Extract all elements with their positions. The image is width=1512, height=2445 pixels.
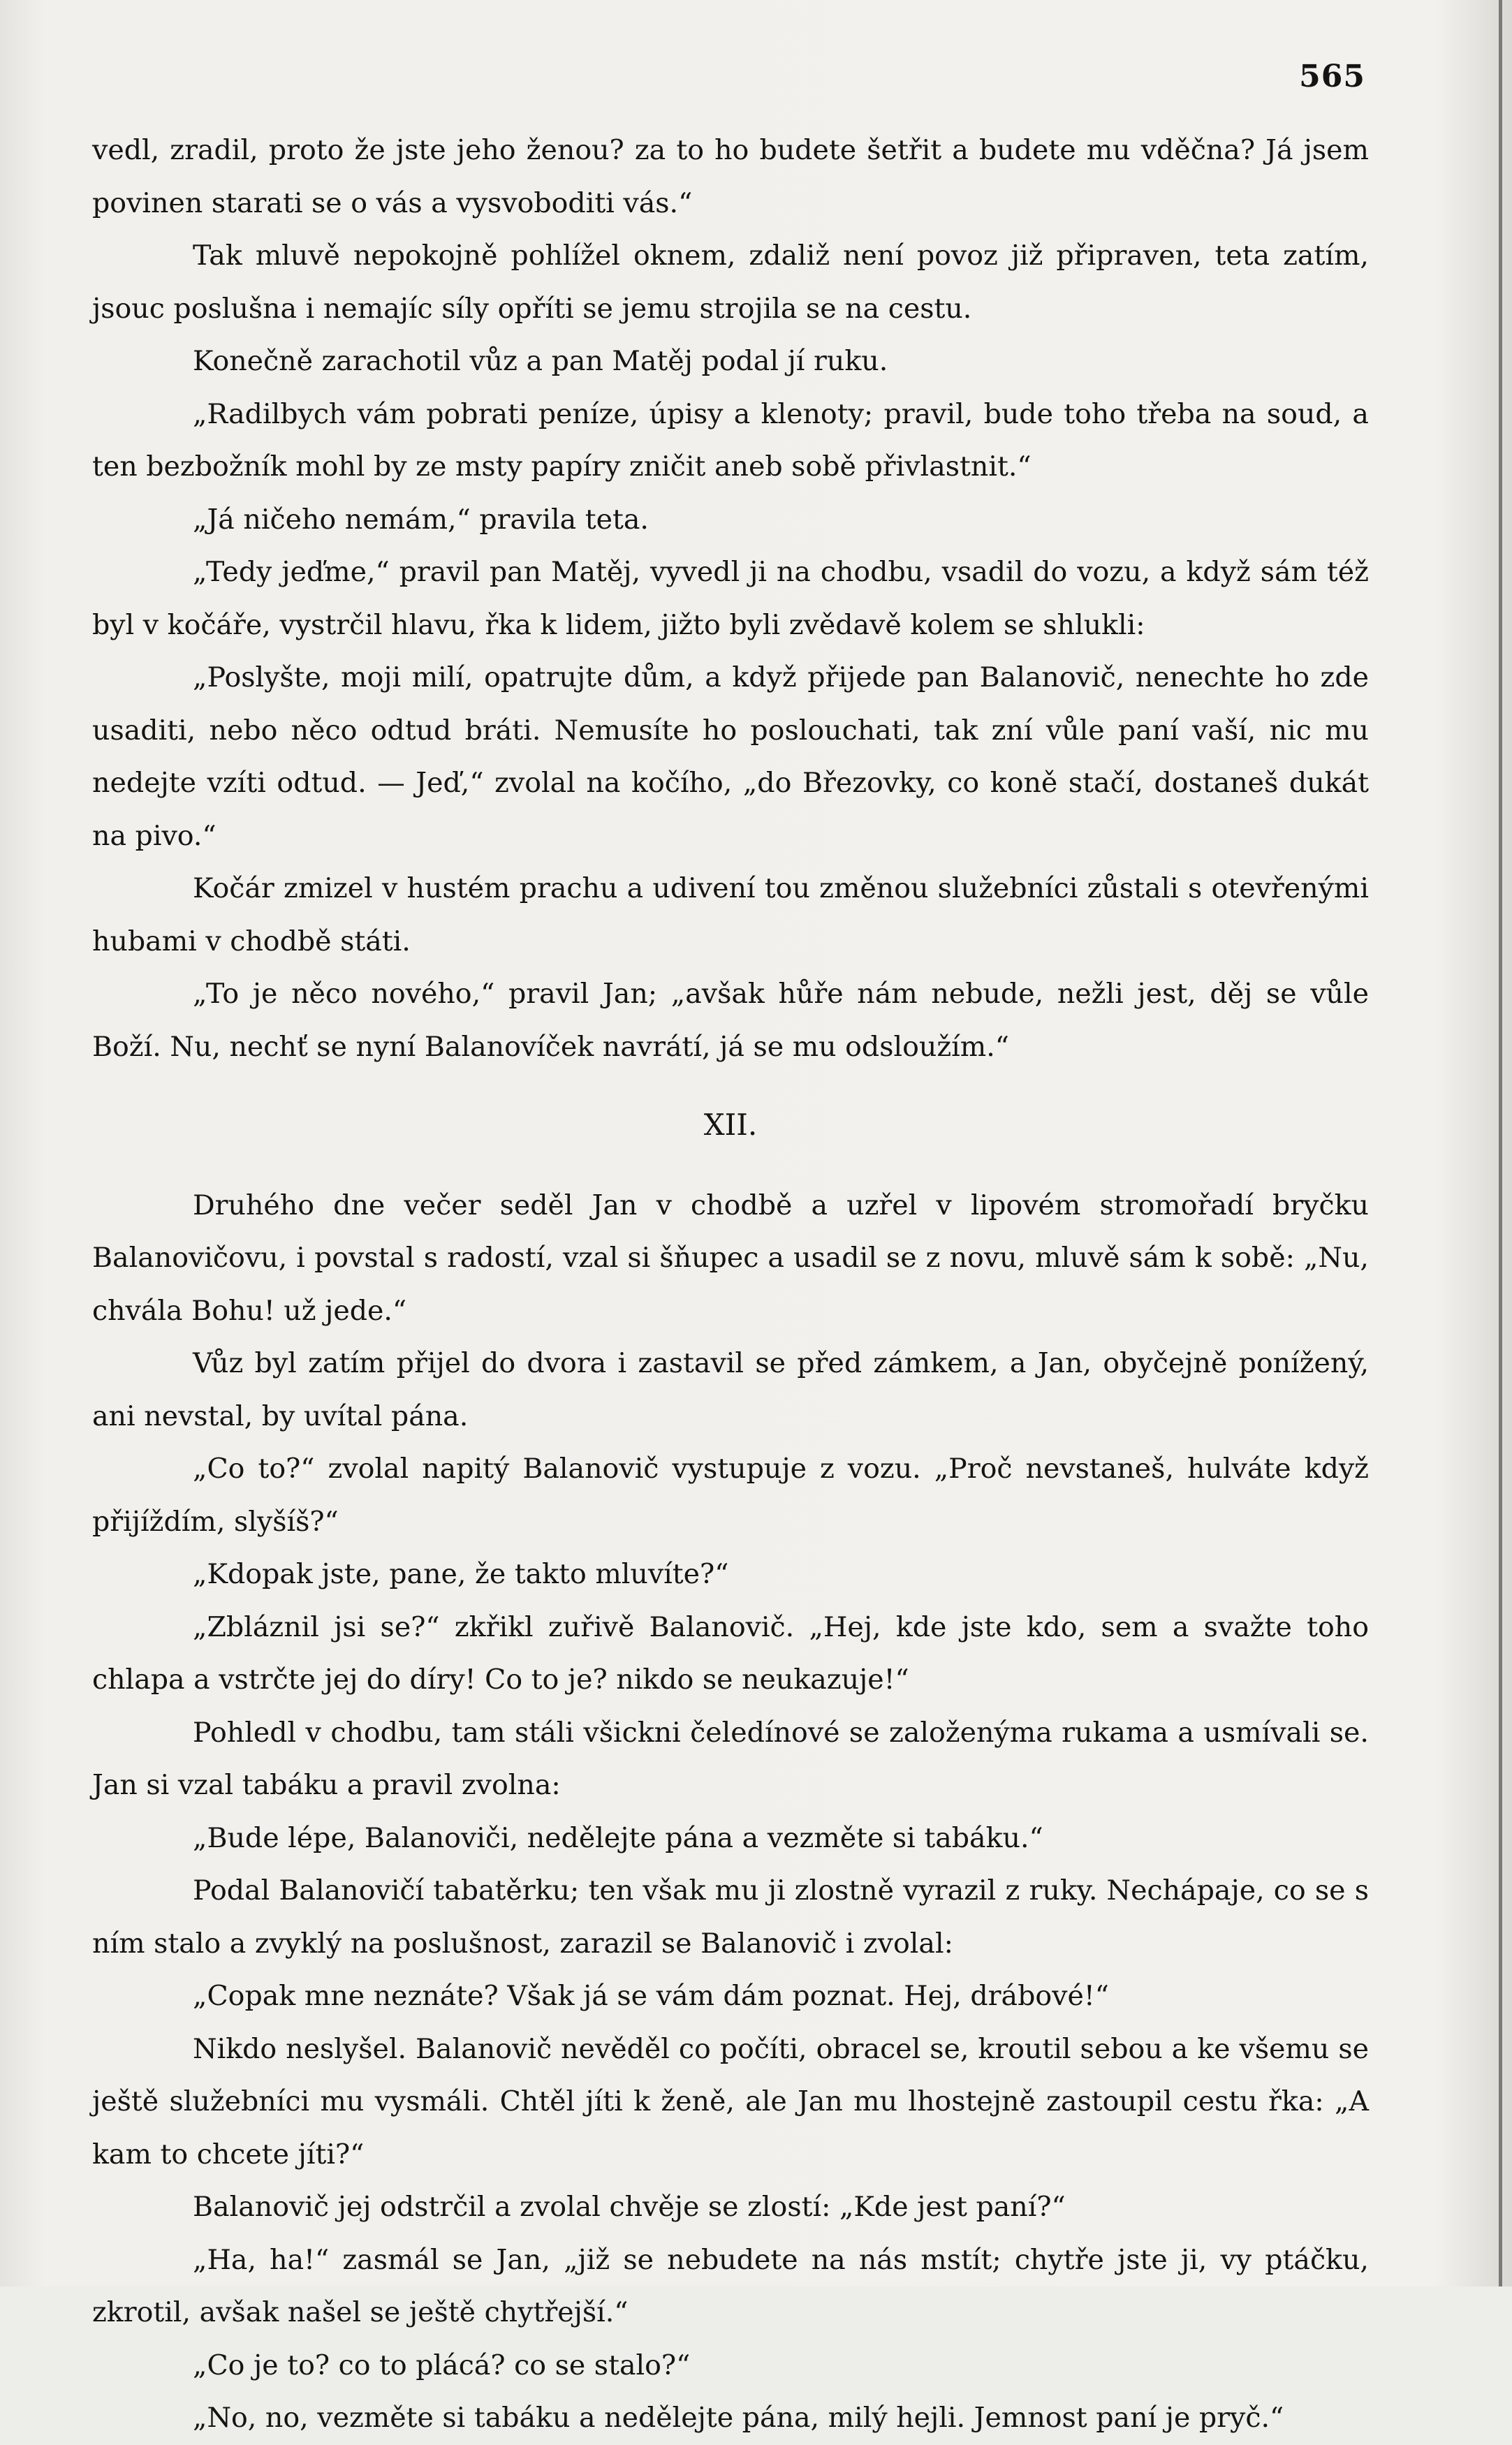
paragraph: „Tedy jeďme,“ pravil pan Matěj, vyvedl ji na chodbu, vsadil do vozu, a když sám též byl v kočáře, vystrčil hlavu, řka k lidem, jižto byli zvědavě kolem se shlukli:	[92, 556, 1369, 641]
paragraph: Druhého dne večer seděl Jan v chodbě a uzřel v lipovém stromořadí bryčku Balanovičovu, i povstal s radostí, vzal si šňupec a usadil se z novu, mluvě sám k sobě: „Nu, chvála Bohu! už jede.“	[92, 1189, 1369, 1327]
paragraph: „No, no, vezměte si tabáku a nedělejte pána, milý hejli. Jemnost paní je pryč.“	[193, 2402, 1284, 2434]
paragraph: „Zbláznil jsi se?“ zkřikl zuřivě Balanovič. „Hej, kde jste kdo, sem a svažte toho chlapa a vstrčte jej do díry! Co to je? nikdo se neukazuje!“	[92, 1610, 1369, 1696]
paragraph: „Kdopak jste, pane, že takto mluvíte?“	[193, 1558, 729, 1590]
paragraph: Balanovič jej odstrčil a zvolal chvěje se zlostí: „Kde jest paní?“	[193, 2191, 1066, 2223]
chapter-heading: XII.	[703, 1108, 758, 1142]
paragraph: „Copak mne neznáte? Však já se vám dám poznat. Hej, drábové!“	[193, 1980, 1109, 2012]
paragraph: „Co to?“ zvolal napitý Balanovič vystupuje z vozu. „Proč nevstaneš, hulváte když přijíždím, slyšíš?“	[92, 1453, 1369, 1538]
body-text	[92, 124, 1369, 2445]
paragraph: Nikdo neslyšel. Balanovič nevěděl co počíti, obracel se, kroutil sebou a ke všemu se ještě služebníci mu vysmáli. Chtěl jíti k ženě, ale Jan mu lhostejně zastoupil cestu řka: „A kam to chcete jíti?“	[92, 2032, 1369, 2171]
paragraph: vedl, zradil, proto že jste jeho ženou? za to ho budete šetřit a budete mu vděčna? Já jsem povinen starati se o vás a vysvoboditi vás.“	[92, 134, 1369, 219]
paragraph: „Ha, ha!“ zasmál se Jan, „již se nebudete na nás mstít; chytře jste ji, vy ptáčku, zkrotil, avšak našel se ještě chytřejší.“	[92, 2243, 1369, 2328]
paragraph: Kočár zmizel v hustém prachu a udivení tou změnou služebníci zůstali s otevřenými hubami v chodbě státi.	[92, 872, 1369, 957]
page-edge-line	[1499, 0, 1502, 2286]
paragraph: „Já ničeho nemám,“ pravila teta.	[193, 503, 649, 536]
paragraph: „Bude lépe, Balanoviči, nedělejte pána a vezměte si tabáku.“	[193, 1821, 1043, 1854]
paragraph: „Radilbych vám pobrati peníze, úpisy a klenoty; pravil, bude toho třeba na soud, a ten bezbožník mohl by ze msty papíry zničit aneb sobě přivlastnit.“	[92, 397, 1369, 483]
paragraph: Tak mluvě nepokojně pohlížel oknem, zdaliž není povoz již připraven, teta zatím, jsouc poslušna i nemajíc síly opříti se jemu strojila se na cestu.	[92, 240, 1369, 325]
paragraph: Konečně zarachotil vůz a pan Matěj podal jí ruku.	[193, 345, 888, 377]
page-number: 565	[1299, 59, 1365, 94]
paragraph: „Co je to? co to plácá? co se stalo?“	[193, 2349, 691, 2381]
paragraph: Podal Balanovičí tabatěrku; ten však mu ji zlostně vyrazil z ruky. Nechápaje, co se s ním stalo a zvyklý na poslušnost, zarazil se Balanovič i zvolal:	[92, 1874, 1369, 1960]
paragraph: Pohledl v chodbu, tam stáli všickni čeledínové se založenýma rukama a usmívali se. Jan si vzal tabáku a pravil zvolna:	[92, 1716, 1369, 1801]
paragraph: „Poslyšte, moji milí, opatrujte dům, a když přijede pan Balanovič, nenechte ho zde usaditi, nebo něco odtud bráti. Nemusíte ho poslouchati, tak zní vůle paní vaší, nic mu nedejte vzíti odtud. — Jeď,“ zvolal na kočího, „do Březovky, co koně stačí, dostaneš dukát na pivo.“	[92, 661, 1369, 852]
paragraph: Vůz byl zatím přijel do dvora i zastavil se před zámkem, a Jan, obyčejně ponížený, ani nevstal, by uvítal pána.	[92, 1347, 1369, 1432]
paragraph: „To je něco nového,“ pravil Jan; „avšak hůře nám nebude, nežli jest, děj se vůle Boží. Nu, nechť se nyní Balanovíček navrátí, já se mu odsloužím.“	[92, 978, 1369, 1063]
